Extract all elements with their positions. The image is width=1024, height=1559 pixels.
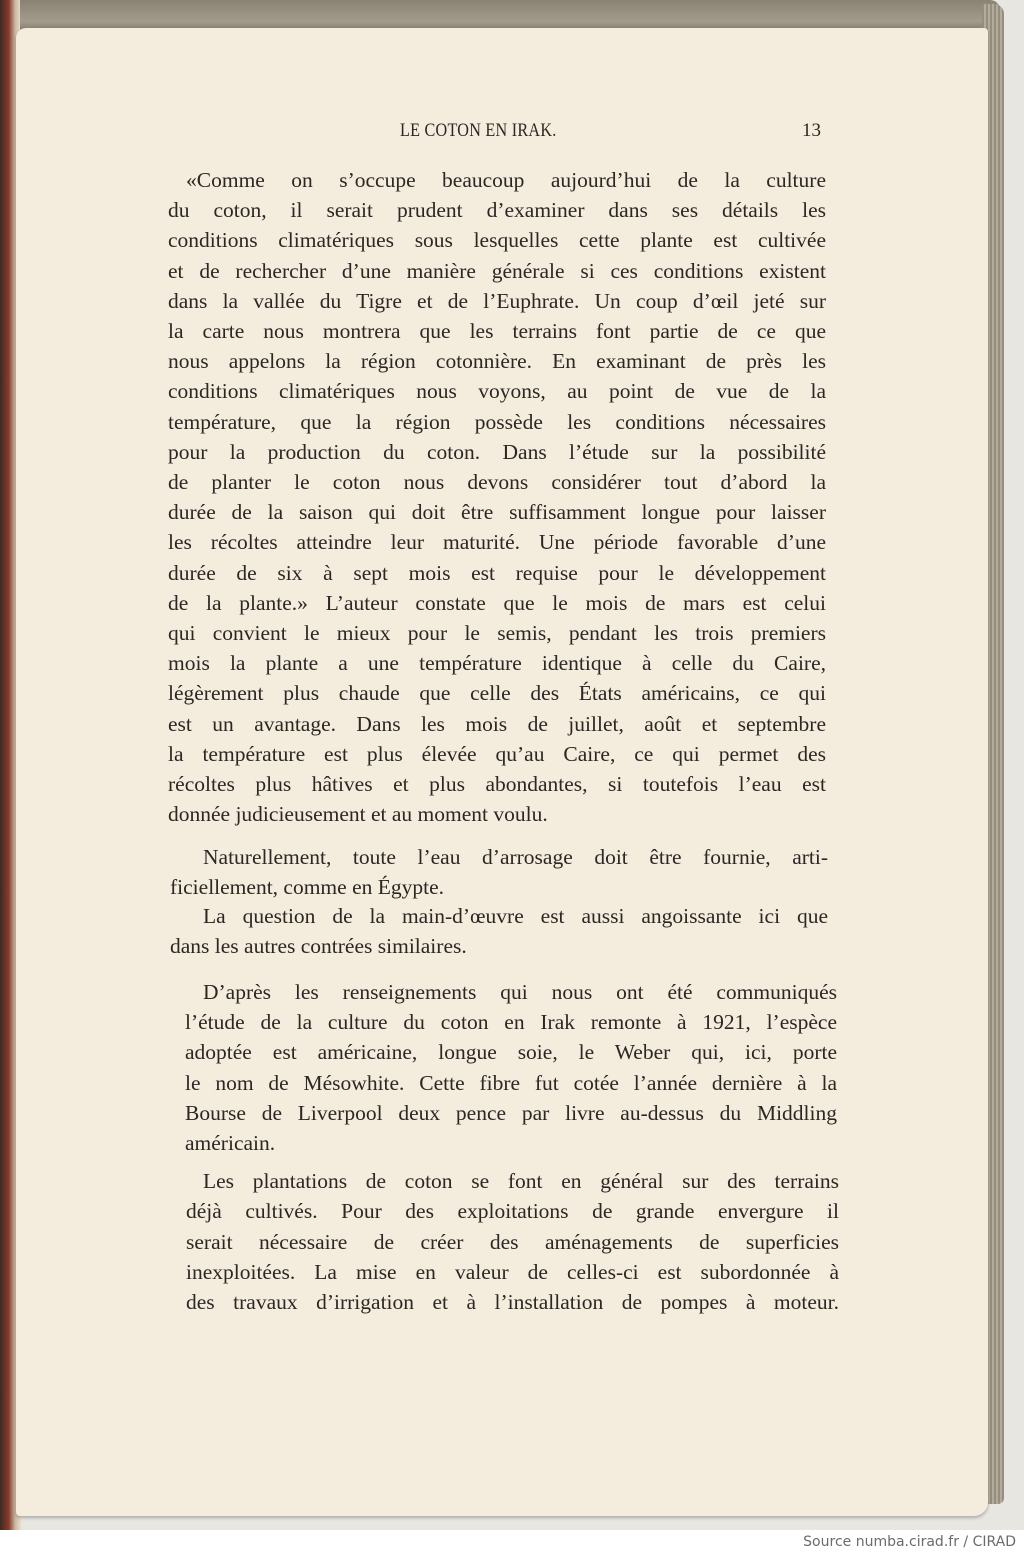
page-number: 13 xyxy=(802,120,821,141)
text-line: américain. xyxy=(185,1131,276,1155)
text-line: adoptée est américaine, longue soie, le Weber qui, ici, porte xyxy=(185,1040,837,1065)
text-line: déjà cultivés. Pour des exploitations de grande envergure il xyxy=(186,1199,839,1224)
text-line: température, que la région possède les conditions nécessaires xyxy=(168,409,826,434)
running-title: LE COTON EN IRAK. xyxy=(400,120,557,141)
text-line: La question de la main-d’œuvre est aussi angoissante ici que xyxy=(203,904,828,928)
text-line: conditions climatériques sous lesquelles cette plante est cultivée xyxy=(168,228,826,253)
text-line: la carte nous montrera que les terrains font partie de ce que xyxy=(168,319,826,343)
text-line: de la plante.» L’auteur constate que le mois de mars est celui xyxy=(168,590,826,615)
text-line: récoltes plus hâtives et plus abondantes, si toutefois l’eau est xyxy=(168,772,826,796)
text-line: «Comme on s’occupe beaucoup aujourd’hui de la culture xyxy=(186,168,826,192)
text-line: durée de six à sept mois est requise pour le développement xyxy=(168,560,826,585)
text-line: Les plantations de coton se font en général sur des terrains xyxy=(203,1169,839,1193)
text-line: ficiellement, comme en Égypte. xyxy=(170,875,445,899)
text-line: la température est plus élevée qu’au Caire, ce qui permet des xyxy=(168,741,826,766)
text-line: mois la plante a une température identique à celle du Caire, xyxy=(168,651,826,676)
text-line: dans les autres contrées similaires. xyxy=(170,934,467,958)
text-line: légèrement plus chaude que celle des États américains, ce qui xyxy=(168,681,826,706)
text-line: dans la vallée du Tigre et de l’Euphrate. Un coup d’œil jeté sur xyxy=(168,288,826,313)
text-line: D’après les renseignements qui nous ont été communiqués xyxy=(203,980,837,1004)
text-line: est un avantage. Dans les mois de juillet, août et septembre xyxy=(168,711,826,736)
text-line: durée de la saison qui doit être suffisamment longue pour laisser xyxy=(168,500,826,525)
text-line: les récoltes atteindre leur maturité. Une période favorable d’une xyxy=(168,530,826,555)
text-line: Bourse de Liverpool deux pence par livre au-dessus du Middling xyxy=(185,1100,837,1125)
text-line: donnée judicieusement et au moment voulu. xyxy=(168,802,548,827)
text-line: du coton, il serait prudent d’examiner dans ses détails les xyxy=(168,198,826,223)
text-line: de planter le coton nous devons considérer tout d’abord la xyxy=(168,470,826,494)
text-line: le nom de Mésowhite. Cette fibre fut cotée l’année dernière à la xyxy=(185,1070,837,1095)
text-line: serait nécessaire de créer des aménagements de superficies xyxy=(186,1229,839,1254)
text-line: nous appelons la région cotonnière. En examinant de près les xyxy=(168,349,826,374)
text-line: l’étude de la culture du coton en Irak remonte à 1921, l’espèce xyxy=(185,1010,837,1035)
text-line: inexploitées. La mise en valeur de celles-ci est subordonnée à xyxy=(186,1259,839,1284)
text-line: Naturellement, toute l’eau d’arrosage doit être fournie, arti- xyxy=(203,845,828,869)
text-line: pour la production du coton. Dans l’étude sur la possibilité xyxy=(168,439,826,464)
text-line: conditions climatériques nous voyons, au point de vue de la xyxy=(168,379,826,404)
text-line: des travaux d’irrigation et à l’installation de pompes à moteur. xyxy=(186,1290,839,1315)
source-credit: Source numba.cirad.fr / CIRAD xyxy=(803,1534,1016,1550)
text-line: qui convient le mieux pour le semis, pendant les trois premiers xyxy=(168,621,826,645)
text-line: et de rechercher d’une manière générale si ces conditions existent xyxy=(168,258,826,283)
